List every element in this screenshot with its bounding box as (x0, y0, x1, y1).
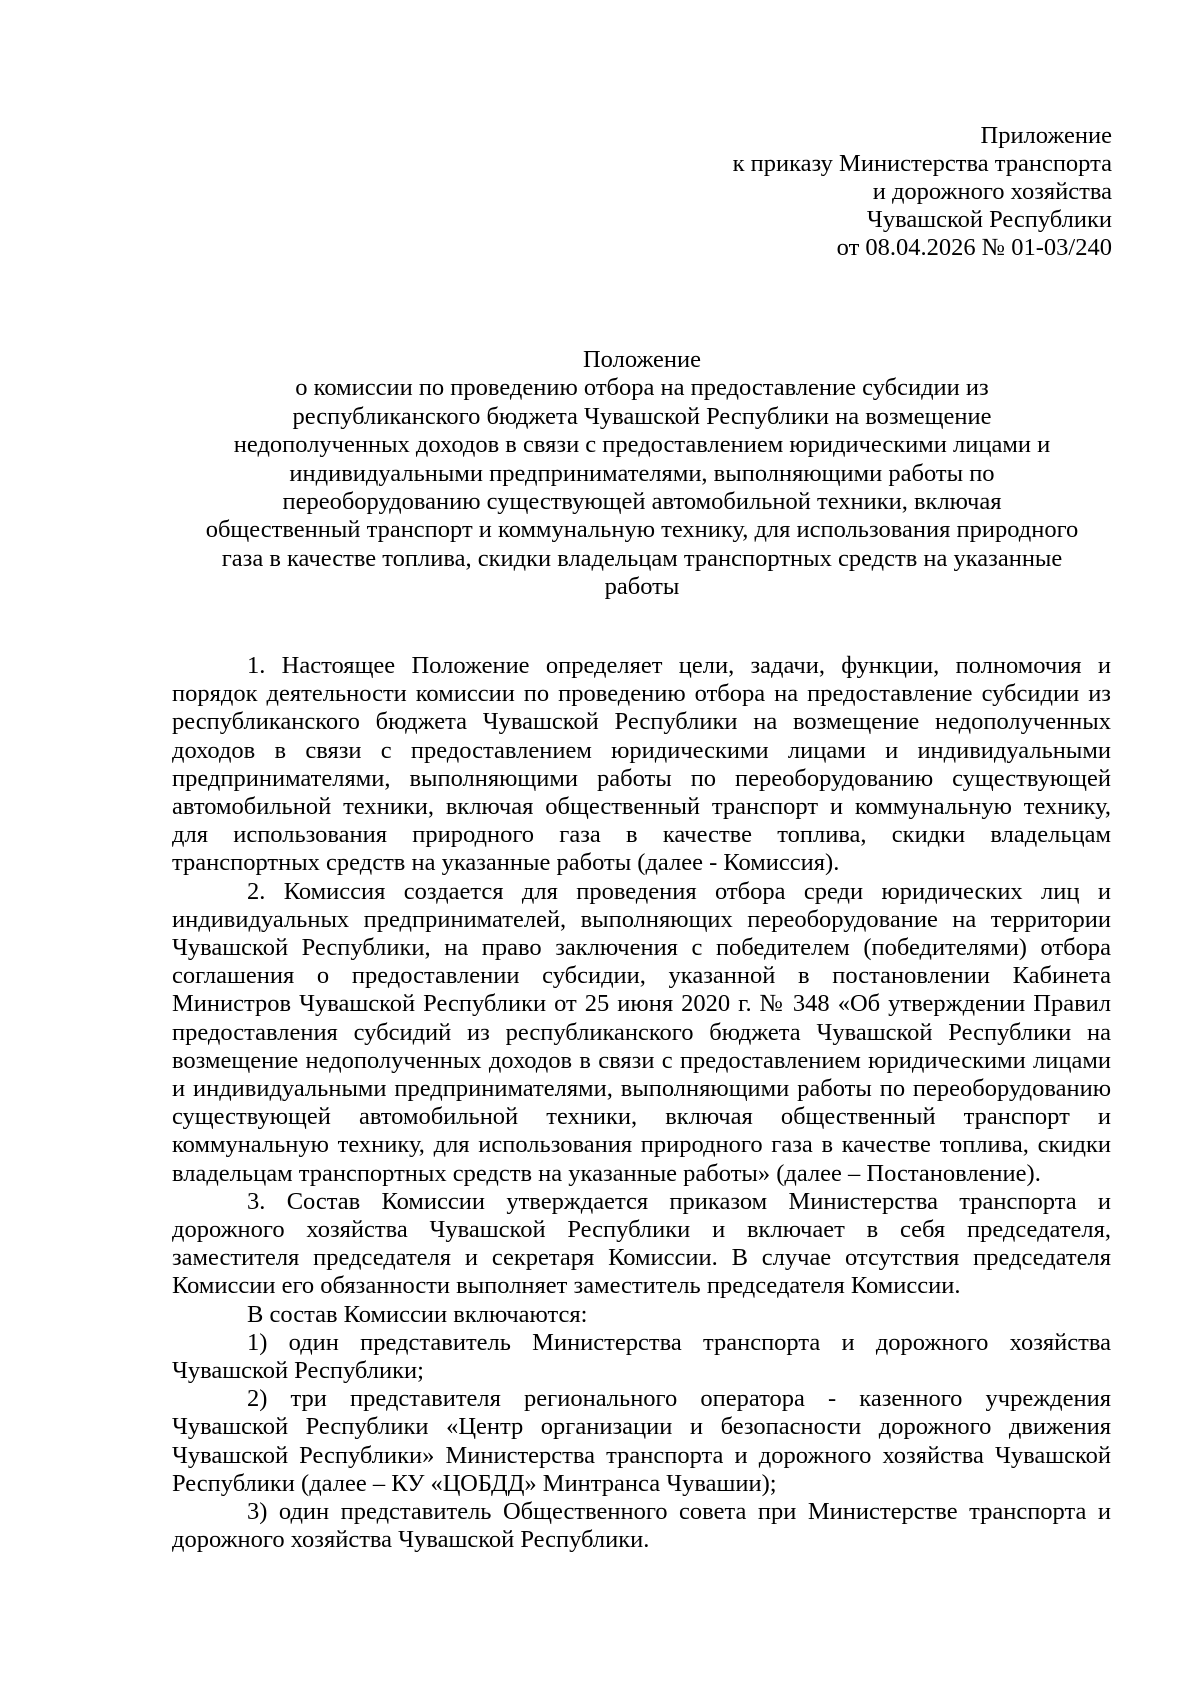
title-line: индивидуальными предпринимателями, выполняющими работы по (289, 459, 995, 487)
attachment-line: Приложение (980, 122, 1112, 149)
composition-item-3: 3) один представитель Общественного совета при Министерстве транспорта и дорожного хозяйства Чувашской Республики. (172, 1498, 1111, 1554)
document-title (172, 346, 1112, 602)
attachment-line: и дорожного хозяйства (872, 178, 1112, 205)
title-line: газа в качестве топлива, скидки владельцам транспортных средств на указанные (221, 544, 1063, 572)
attachment-line: от 08.04.2026 № 01-03/240 (836, 234, 1112, 261)
title-heading: Положение (582, 346, 702, 373)
attachment-line: Чувашской Республики (866, 206, 1112, 233)
paragraph-3: 3. Состав Комиссии утверждается приказом Министерства транспорта и дорожного хозяйства Чувашской Республики и включает в себя председателя, заместителя председателя и секретаря Комиссии. В случае отсутствия председателя Комиссии его обязанности выполняет заместитель председателя Комиссии. (172, 1187, 1111, 1300)
title-line: о комиссии по проведению отбора на предоставление субсидии из (295, 374, 989, 402)
composition-item-2: 2) три представителя регионального оператора - казенного учреждения Чувашской Республики «Центр организации и безопасности дорожного движения Чувашской Республики» Министерства транспорта и дорожного хозяйства Чувашской Республики (далее – КУ «ЦОБДД» Минтранса Чувашии); (172, 1385, 1111, 1497)
title-line: республиканского бюджета Чувашской Республики на возмещение (292, 402, 992, 430)
composition-item-1: 1) один представитель Министерства транспорта и дорожного хозяйства Чувашской Республики; (172, 1328, 1111, 1385)
attachment-header (733, 122, 1112, 262)
attachment-line: к приказу Министерства транспорта (732, 150, 1112, 177)
paragraph-1: 1. Настоящее Положение определяет цели, задачи, функции, полномочия и порядок деятельности комиссии по проведению отбора на предоставление субсидии из республиканского бюджета Чувашской Республики на возмещение недополученных доходов в связи с предоставлением юридическими лицами и индивидуальными предпринимателями, выполняющими работы по переоборудованию существующей автомобильной техники, включая общественный транспорт и коммунальную технику, для использования природного газа в качестве топлива, скидки владельцам транспортных средств на указанные работы (далее - Комиссия). (172, 652, 1111, 877)
composition-intro: В состав Комиссии включаются: (247, 1300, 588, 1328)
title-line: переоборудованию существующей автомобильной техники, включая (282, 488, 1002, 516)
document-body (172, 652, 1111, 1555)
paragraph-2: 2. Комиссия создается для проведения отбора среди юридических лиц и индивидуальных предпринимателей, выполняющих переоборудование на территории Чувашской Республики, на право заключения с победителем (победителями) отбора соглашения о предоставлении субсидии, указанной в постановлении Кабинета Министров Чувашской Республики от 25 июня 2020 г. № 348 «Об утверждении Правил предоставления субсидий из республиканского бюджета Чувашской Республики на возмещение недополученных доходов в связи с предоставлением юридическими лицами и индивидуальными предпринимателями, выполняющими работы по переоборудованию существующей автомобильной техники, включая общественный транспорт и коммунальную технику, для использования природного газа в качестве топлива, скидки владельцам транспортных средств на указанные работы» (далее – Постановление). (172, 877, 1111, 1187)
title-line: общественный транспорт и коммунальную технику, для использования природного (205, 516, 1079, 544)
title-line: работы (604, 573, 680, 601)
title-line: недополученных доходов в связи с предоставлением юридическими лицами и (233, 431, 1051, 459)
